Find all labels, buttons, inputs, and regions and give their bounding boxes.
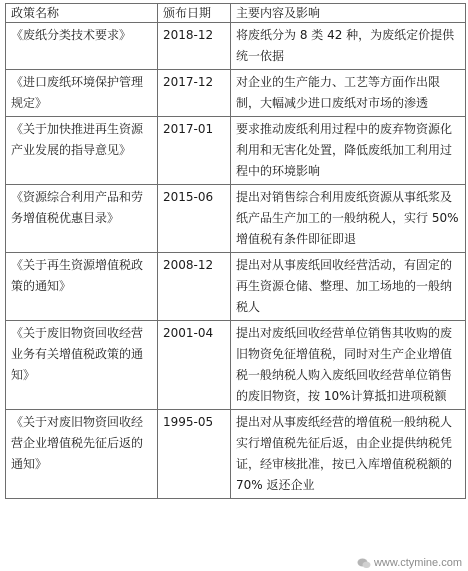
table-row <box>6 410 466 499</box>
content-cell: 将废纸分为 8 类 42 种，为废纸定价提供统一依据 <box>231 23 466 70</box>
issue-date-cell: 2001-04 <box>158 321 231 410</box>
wechat-logo-icon <box>357 558 371 569</box>
issue-date-cell: 1995-05 <box>158 410 231 499</box>
content-cell: 提出对销售综合利用废纸资源从事纸浆及纸产品生产加工的一般纳税人，实行 50%增值税有条件即征即退 <box>231 185 466 253</box>
header-issue-date: 颁布日期 <box>158 4 231 23</box>
content-cell: 提出对废纸回收经营单位销售其收购的废旧物资免征增值税，同时对生产企业增值税一般纳税人购入废纸回收经营单位销售的废旧物资，按 10%计算抵扣进项税额 <box>231 321 466 410</box>
content-cell: 提出对从事废纸经营的增值税一般纳税人实行增值税先征后返，由企业提供纳税凭证，经审核批准，按已入库增值税税额的 70% 返还企业 <box>231 410 466 499</box>
table-row <box>6 253 466 321</box>
watermark-text: www.ctymine.com <box>373 557 462 569</box>
policy-name-cell: 《关于再生资源增值税政策的通知》 <box>6 253 158 321</box>
table-row <box>6 70 466 117</box>
table-row <box>6 23 466 70</box>
table-row <box>6 117 466 185</box>
issue-date-cell: 2017-01 <box>158 117 231 185</box>
content-cell: 提出对从事废纸回收经营活动，有固定的再生资源仓储、整理、加工场地的一般纳税人 <box>231 253 466 321</box>
issue-date-cell: 2015-06 <box>158 185 231 253</box>
policy-name-cell: 《进口废纸环境保护管理规定》 <box>6 70 158 117</box>
watermark <box>357 557 462 569</box>
table-row <box>6 321 466 410</box>
policy-name-cell: 《关于对废旧物资回收经营企业增值税先征后返的通知》 <box>6 410 158 499</box>
header-policy-name: 政策名称 <box>6 4 158 23</box>
policy-table <box>5 3 466 499</box>
policy-name-cell: 《关于加快推进再生资源产业发展的指导意见》 <box>6 117 158 185</box>
policy-name-cell: 《废纸分类技术要求》 <box>6 23 158 70</box>
table-row <box>6 185 466 253</box>
header-row <box>6 4 466 23</box>
issue-date-cell: 2018-12 <box>158 23 231 70</box>
header-main-content: 主要内容及影响 <box>231 4 466 23</box>
content-cell: 要求推动废纸利用过程中的废弃物资源化利用和无害化处置，降低废纸加工利用过程中的环境影响 <box>231 117 466 185</box>
content-cell: 对企业的生产能力、工艺等方面作出限制，大幅减少进口废纸对市场的渗透 <box>231 70 466 117</box>
policy-name-cell: 《资源综合利用产品和劳务增值税优惠目录》 <box>6 185 158 253</box>
issue-date-cell: 2017-12 <box>158 70 231 117</box>
issue-date-cell: 2008-12 <box>158 253 231 321</box>
policy-name-cell: 《关于废旧物资回收经营业务有关增值税政策的通知》 <box>6 321 158 410</box>
